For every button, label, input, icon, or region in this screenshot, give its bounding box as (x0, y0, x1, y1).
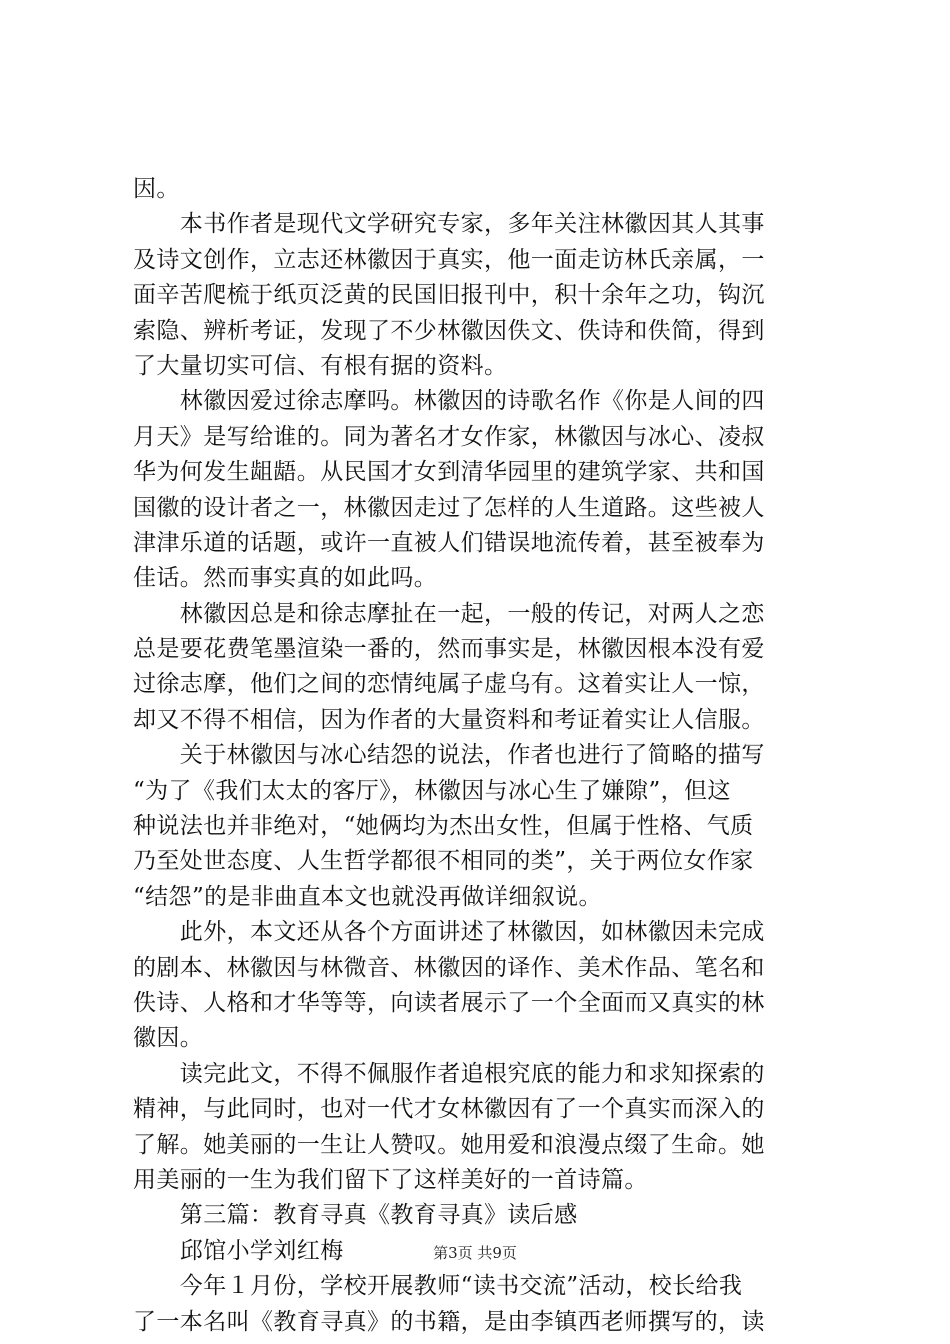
body-text (133, 172, 833, 1340)
text-line: 关于林徽因与冰心结怨的说法，作者也进行了简略的描写 (133, 742, 765, 769)
text-line: 此外，本文还从各个方面讲述了林徽因，如林徽因未完成 (133, 919, 765, 946)
text-line: “结怨”的是非曲直本文也就没再做详细叙说。 (133, 883, 602, 910)
text-line: 林徽因爱过徐志摩吗。林徽因的诗歌名作《你是人间的四 (133, 388, 765, 415)
text-line: 的剧本、林徽因与林微音、林徽因的译作、美术作品、笔名和 (133, 954, 765, 981)
author-line: 邱馆小学刘红梅 (133, 1237, 344, 1264)
text-line: 读完此文，不得不佩服作者追根究底的能力和求知探索的 (133, 1060, 765, 1087)
text-line: 佳话。然而事实真的如此吗。 (133, 565, 438, 592)
text-line: 却又不得不相信，因为作者的大量资料和考证着实让人信服。 (133, 706, 765, 733)
text-line: 及诗文创作，立志还林徽因于真实，他一面走访林氏亲属，一 (133, 246, 765, 273)
text-line: 因。 (133, 176, 180, 202)
text-line: 种说法也并非绝对，“她俩均为杰出女性，但属于性格、气质 (133, 813, 754, 840)
text-line: 乃至处世态度、人生哲学都很不相同的类”，关于两位女作家 (133, 848, 754, 875)
text-line: 本书作者是现代文学研究专家，多年关注林徽因其人其事 (133, 211, 765, 238)
text-line: 面辛苦爬梳于纸页泛黄的民国旧报刊中，积十余年之功，钩沉 (133, 282, 765, 309)
text-line: 了解。她美丽的一生让人赞叹。她用爱和浪漫点缀了生命。她 (133, 1131, 765, 1158)
text-line: 月天》是写给谁的。同为著名才女作家，林徽因与冰心、凌叔 (133, 423, 765, 450)
text-line: 林徽因总是和徐志摩扯在一起，一般的传记，对两人之恋 (133, 600, 765, 627)
text-line: 总是要花费笔墨渲染一番的，然而事实是，林徽因根本没有爱 (133, 636, 765, 663)
text-line: 津津乐道的话题，或许一直被人们错误地流传着，甚至被奉为 (133, 529, 765, 556)
text-line: 了大量切实可信、有根有据的资料。 (133, 352, 508, 379)
text-line: 国徽的设计者之一，林徽因走过了怎样的人生道路。这些被人 (133, 494, 765, 521)
text-line: 徽因。 (133, 1025, 204, 1052)
page-number-footer: 第3页 共9页 (433, 1244, 517, 1262)
text-line: 佚诗、人格和才华等等，向读者展示了一个全面而又真实的林 (133, 989, 765, 1016)
text-line: 华为何发生龃龉。从民国才女到清华园里的建筑学家、共和国 (133, 459, 765, 486)
section-heading: 第三篇：教育寻真《教育寻真》读后感 (133, 1202, 578, 1229)
text-line: 索隐、辨析考证，发现了不少林徽因佚文、佚诗和佚简，得到 (133, 317, 765, 344)
text-line: 过徐志摩，他们之间的恋情纯属子虚乌有。这着实让人一惊， (133, 671, 765, 698)
text-line: 用美丽的一生为我们留下了这样美好的一首诗篇。 (133, 1166, 648, 1193)
text-line: 了一本名叫《教育寻真》的书籍，是由李镇西老师撰写的，读 (133, 1308, 765, 1335)
text-line: “为了《我们太太的客厅》，林徽因与冰心生了嫌隙”，但这 (133, 777, 731, 804)
text-line: 今年１月份，学校开展教师“读书交流”活动，校长给我 (133, 1273, 743, 1300)
text-line: 精神，与此同时，也对一代才女林徽因有了一个真实而深入的 (133, 1096, 765, 1123)
